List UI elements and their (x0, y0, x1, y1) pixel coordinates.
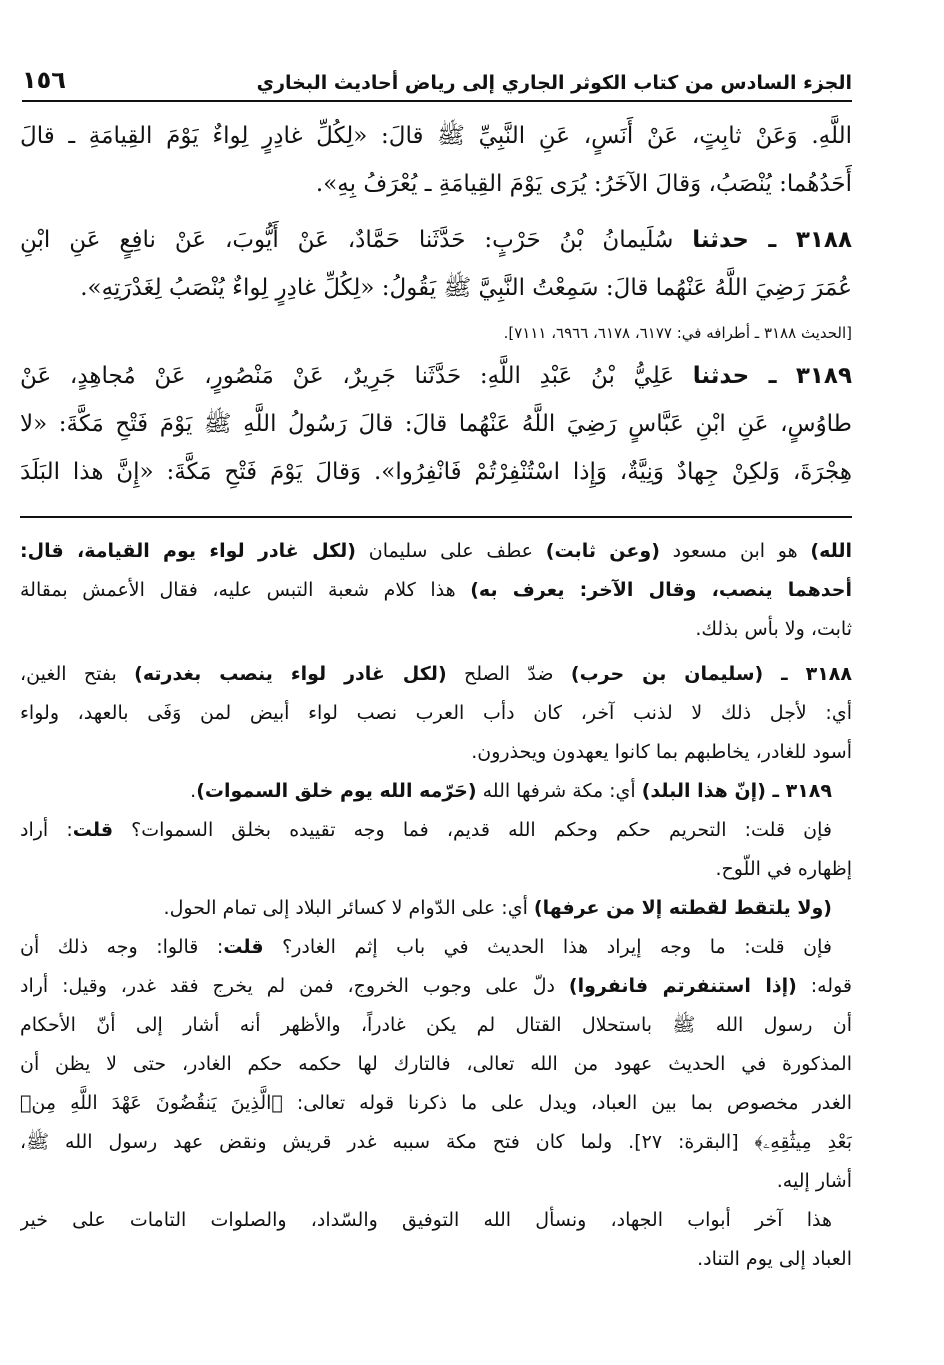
hadith-3189 (20, 352, 852, 496)
hadith-text-span: سُلَيمانُ بْنُ حَرْبٍ: حَدَّثَنا حَمَّادٌ، عَنْ أَيُّوبَ، عَنْ نافِعٍ عَنِ ابْنِ (20, 227, 674, 253)
commentary-3188 (20, 655, 852, 772)
hadith-number: ٣١٨٩ ـ حدثنا (692, 363, 852, 389)
text-line (20, 216, 852, 264)
text-line: بَعْدِ مِيثَٰقِهِۦ﴾ [البقرة: ٢٧]. ولما كان فتح مكة سببه غدر قريش ونقض عهد رسول الله ﷺ، (20, 1131, 852, 1153)
text-line: الله) هو ابن مسعود (وعن ثابت) عطف على سليمان (لكل غادر لواء يوم القيامة، قال: (20, 540, 852, 562)
commentary-paragraph (20, 532, 852, 649)
text-line: قوله: (إذا استنفرتم فانفروا) دلّ على وجوب الخروج، فمن لم يخرج فقد غدر، وقيل: أراد (20, 975, 852, 997)
text-line: أسود للغادر، يخاطبهم بما كانوا يعهدون ويحذرون. (471, 741, 852, 763)
commentary (20, 532, 852, 1279)
page-header (22, 58, 852, 102)
hadith-paragraph-continuation (20, 112, 852, 208)
text-line: فإن قلت: ما وجه إيراد هذا الحديث في باب إثم الغادر؟ قلت: قالوا: وجه ذلك أن (20, 936, 832, 958)
text-line (20, 352, 852, 400)
text-line: اللَّهِ. وَعَنْ ثابِتٍ، عَنْ أَنَسٍ، عَنِ النَّبِيِّ ﷺ قالَ: «لِكُلِّ غادِرٍ لِواءٌ يَوْمَ القِيامَةِ ـ قالَ (20, 123, 852, 149)
text-line: ٣١٨٨ ـ (سليمان بن حرب) ضدّ الصلح (لكل غادر لواء ينصب بغدرته) بفتح الغين، (20, 663, 852, 685)
text-line: هذا آخر أبواب الجهاد، ونسأل الله التوفيق والسّداد، والصلوات التامات على خير (20, 1209, 832, 1231)
text-line: عُمَرَ رَضِيَ اللَّهُ عَنْهُما قالَ: سَمِعْتُ النَّبِيَّ ﷺ يَقُولُ: «لِكُلِّ غادِرٍ لِواءٌ يُنْصَبُ لِغَدْرَتِهِ». (80, 275, 852, 301)
text-line: أشار إليه. (776, 1170, 852, 1192)
commentary-3189 (20, 772, 852, 1201)
text-line: إظهاره في اللّوح. (715, 858, 852, 880)
text-line: المذكورة في الحديث عهود من الله تعالى، فالتارك لها حكمه حكم الغادر، حتى لا يظن أن (20, 1053, 852, 1075)
hadith-number: ٣١٨٨ ـ حدثنا (692, 227, 852, 253)
text-line: أحدهما ينصب، وقال الآخر: يعرف به) هذا كلام شعبة التبس عليه، فقال الأعمش بمقالة (20, 579, 852, 601)
footnote-divider (20, 516, 852, 518)
hadith-text-span: عَلِيُّ بْنُ عَبْدِ اللَّهِ: حَدَّثَنا جَرِيرٌ، عَنْ مَنْصُورٍ، عَنْ مُجاهِدٍ، عَنْ (20, 363, 675, 389)
text-line: أي: لأجل ذلك لا لذنب آخر، كان دأب العرب نصب لواء أبيض لمن وَفَى بالعهد، ولواء (20, 702, 852, 724)
running-title: الجزء السادس من كتاب الكوثر الجاري إلى رياض أحاديث البخاري (256, 72, 852, 94)
text-line: العباد إلى يوم التناد. (697, 1248, 852, 1270)
text-line: هِجْرَةَ، وَلكِنْ جِهادٌ وَنِيَّةٌ، وَإِذا اسْتُنْفِرْتُمْ فَانْفِرُوا». وَقالَ يَوْمَ فَتْحِ مَكَّةَ: «إِنَّ هذا البَلَدَ (20, 459, 852, 485)
text-line: الغدر مخصوص بما بين العباد، ويدل على ما ذكرنا قوله تعالى: ﴿الَّذِينَ يَنقُضُونَ عَهْدَ اللَّهِ مِنۢ (20, 1092, 852, 1114)
text-line: فإن قلت: التحريم حكم وحكم الله قديم، فما وجه تقييده بخلق السموات؟ قلت: أراد (20, 819, 832, 841)
hadith-3188 (20, 216, 852, 352)
closing-paragraph (20, 1201, 852, 1279)
text-line: أن رسول الله ﷺ باستحلال القتال لم يكن غادراً، والأظهر أنه أشار إلى أنّ الأحكام (20, 1014, 852, 1036)
text-line: ثابت، ولا بأس بذلك. (695, 618, 852, 640)
text-line: ٣١٨٩ ـ (إنّ هذا البلد) أي: مكة شرفها الله (حَرّمه الله يوم خلق السموات). (190, 780, 832, 802)
text-line: طاوُسٍ، عَنِ ابْنِ عَبَّاسٍ رَضِيَ اللَّهُ عَنْهُما قالَ: قالَ رَسُولُ اللَّهِ ﷺ يَوْمَ فَتْحِ مَكَّةَ: «لا (20, 411, 852, 437)
hadith-reference: [الحديث ٣١٨٨ ـ أطرافه في: ٦١٧٧، ٦١٧٨، ٦٩٦٦، ٧١١١]. (503, 324, 852, 342)
text-line: أَحَدُهُما: يُنْصَبُ، وَقالَ الآخَرُ: يُرَى يَوْمَ القِيامَةِ ـ يُعْرَفُ بِهِ». (315, 171, 852, 197)
hadith-text (20, 112, 852, 496)
page-number: ١٥٦ (22, 66, 66, 94)
text-line: (ولا يلتقط لقطته إلا من عرفها) أي: على الدّوام لا كسائر البلاد إلى تمام الحول. (163, 897, 832, 919)
